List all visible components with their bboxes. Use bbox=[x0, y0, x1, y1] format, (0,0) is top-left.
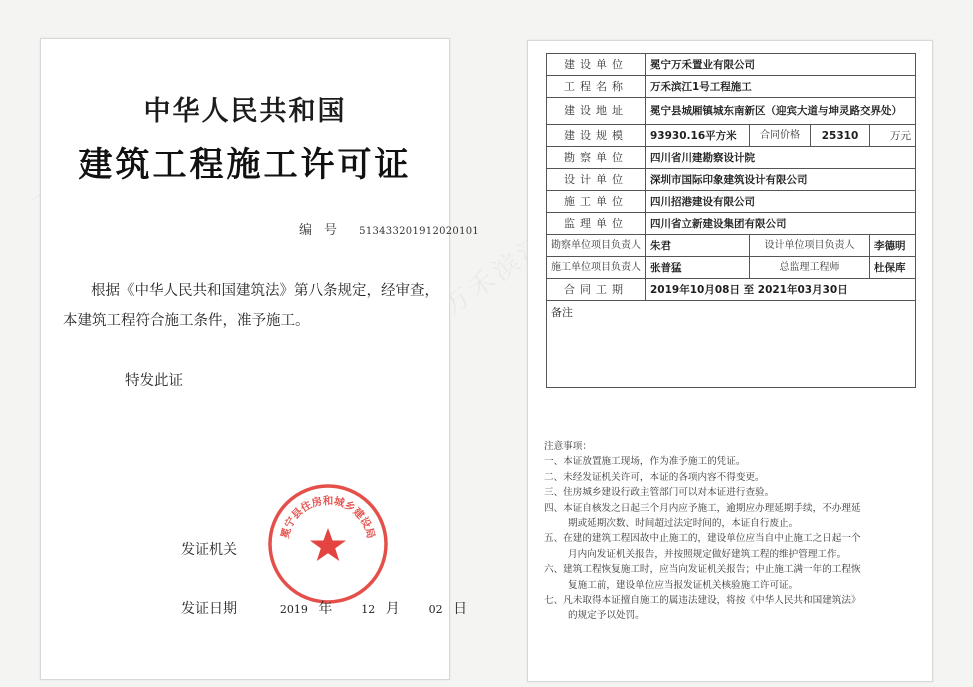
chief-supervisor-label: 总监理工程师 bbox=[750, 257, 870, 279]
contractor-value: 四川招港建设有限公司 bbox=[646, 191, 916, 213]
table-row bbox=[547, 147, 916, 169]
scale-value: 93930.16平方米 bbox=[646, 125, 750, 147]
note-item: 二、未经发证机关许可，本证的各项内容不得变更。 bbox=[544, 471, 765, 483]
contract-price-label: 合同价格 bbox=[750, 125, 811, 147]
permit-cover-page bbox=[40, 38, 480, 680]
construction-unit-label: 建设单位 bbox=[547, 54, 646, 76]
table-row bbox=[547, 235, 916, 257]
scale-label: 建设规模 bbox=[547, 125, 646, 147]
issue-date-label: 发证日期 bbox=[181, 601, 237, 617]
survey-unit-label: 勘察单位 bbox=[547, 147, 646, 169]
supervisor-unit-value: 四川省立新建设集团有限公司 bbox=[646, 213, 916, 235]
note-item: 四、本证自核发之日起三个月内应予施工，逾期应办理延期手续，不办理延 bbox=[544, 502, 861, 514]
issue-year: 2019 bbox=[279, 603, 308, 616]
note-item: 一、本证放置施工现场，作为准予施工的凭证。 bbox=[544, 456, 746, 468]
design-lead-label: 设计单位项目负责人 bbox=[750, 235, 870, 257]
table-row bbox=[547, 301, 916, 388]
remarks-label: 备注 bbox=[551, 306, 573, 319]
survey-lead-label: 勘察单位项目负责人 bbox=[547, 235, 646, 257]
project-name-label: 工程名称 bbox=[547, 76, 646, 98]
remarks-cell bbox=[547, 301, 916, 388]
note-item: 的规定予以处罚。 bbox=[568, 610, 645, 622]
contract-price-value: 25310 bbox=[811, 125, 870, 147]
official-seal-icon bbox=[266, 482, 390, 606]
table-row bbox=[547, 191, 916, 213]
table-row bbox=[547, 98, 916, 125]
table-row bbox=[547, 279, 916, 301]
table-row bbox=[547, 76, 916, 98]
survey-lead-value: 朱君 bbox=[646, 235, 750, 257]
notes-title: 注意事项： bbox=[544, 441, 592, 452]
contract-period-value: 2019年10月08日 至 2021年03月30日 bbox=[646, 279, 916, 301]
issue-day: 02 bbox=[428, 603, 443, 616]
notes-section bbox=[544, 439, 924, 624]
construction-unit-value: 冕宁万禾置业有限公司 bbox=[646, 54, 916, 76]
country-title: 中华人民共和国 bbox=[143, 96, 347, 127]
note-item: 七、凡未取得本证擅自施工的属违法建设，将按《中华人民共和国建筑法》 bbox=[544, 595, 861, 607]
permit-title: 建筑工程施工许可证 bbox=[78, 145, 412, 185]
serial-label: 编号 bbox=[299, 223, 350, 238]
approval-text-line-1: 根据《中华人民共和国建筑法》第八条规定，经审查， bbox=[91, 283, 439, 299]
contractor-label: 施工单位 bbox=[547, 191, 646, 213]
note-item: 复施工前，建设单位应当报发证机关核验施工许可证。 bbox=[568, 579, 799, 591]
address-value: 冕宁县城厢镇城东南新区（迎宾大道与坤灵路交界处） bbox=[646, 98, 916, 125]
table-row bbox=[547, 169, 916, 191]
year-char: 年 bbox=[318, 601, 333, 617]
project-info-table bbox=[546, 53, 916, 388]
note-item: 期或延期次数、时间超过法定时间的，本证自行废止。 bbox=[568, 518, 799, 530]
permit-details-page bbox=[527, 40, 933, 682]
issue-month: 12 bbox=[361, 603, 376, 616]
note-item: 六、建筑工程恢复施工时，应当向发证机关报告；中止施工满一年的工程恢 bbox=[544, 564, 861, 576]
design-unit-value: 深圳市国际印象建筑设计有限公司 bbox=[646, 169, 916, 191]
design-lead-value: 李德明 bbox=[870, 235, 916, 257]
note-item: 三、住房城乡建设行政主管部门可以对本证进行查验。 bbox=[544, 487, 775, 499]
note-item: 五、在建的建筑工程因故中止施工的，建设单位应当自中止施工之日起一个 bbox=[544, 533, 861, 545]
address-label: 建设地址 bbox=[547, 98, 646, 125]
table-row bbox=[547, 213, 916, 235]
design-unit-label: 设计单位 bbox=[547, 169, 646, 191]
table-row bbox=[547, 257, 916, 279]
contract-price-unit: 万元 bbox=[870, 125, 916, 147]
table-row bbox=[547, 125, 916, 147]
contract-period-label: 合同工期 bbox=[547, 279, 646, 301]
chief-supervisor-value: 杜保库 bbox=[870, 257, 916, 279]
issuer-label: 发证机关 bbox=[181, 542, 237, 558]
construction-lead-value: 张普猛 bbox=[646, 257, 750, 279]
table-row bbox=[547, 54, 916, 76]
serial-row bbox=[299, 219, 479, 238]
issued-note: 特发此证 bbox=[125, 373, 183, 389]
approval-text-line-2: 本建筑工程符合施工条件，准予施工。 bbox=[63, 313, 310, 329]
project-name-value: 万禾滨江1号工程施工 bbox=[646, 76, 916, 98]
issue-date bbox=[181, 598, 467, 618]
day-char: 日 bbox=[453, 601, 468, 617]
note-item: 月内向发证机关报告，并按照规定做好建筑工程的维护管理工作。 bbox=[568, 548, 847, 560]
survey-unit-value: 四川省川建勘察设计院 bbox=[646, 147, 916, 169]
serial-number: 513433201912020101 bbox=[359, 226, 480, 237]
seal-text: 冕宁县住房和城乡建设局 bbox=[279, 495, 377, 540]
construction-lead-label: 施工单位项目负责人 bbox=[547, 257, 646, 279]
supervisor-unit-label: 监理单位 bbox=[547, 213, 646, 235]
month-char: 月 bbox=[385, 601, 400, 617]
